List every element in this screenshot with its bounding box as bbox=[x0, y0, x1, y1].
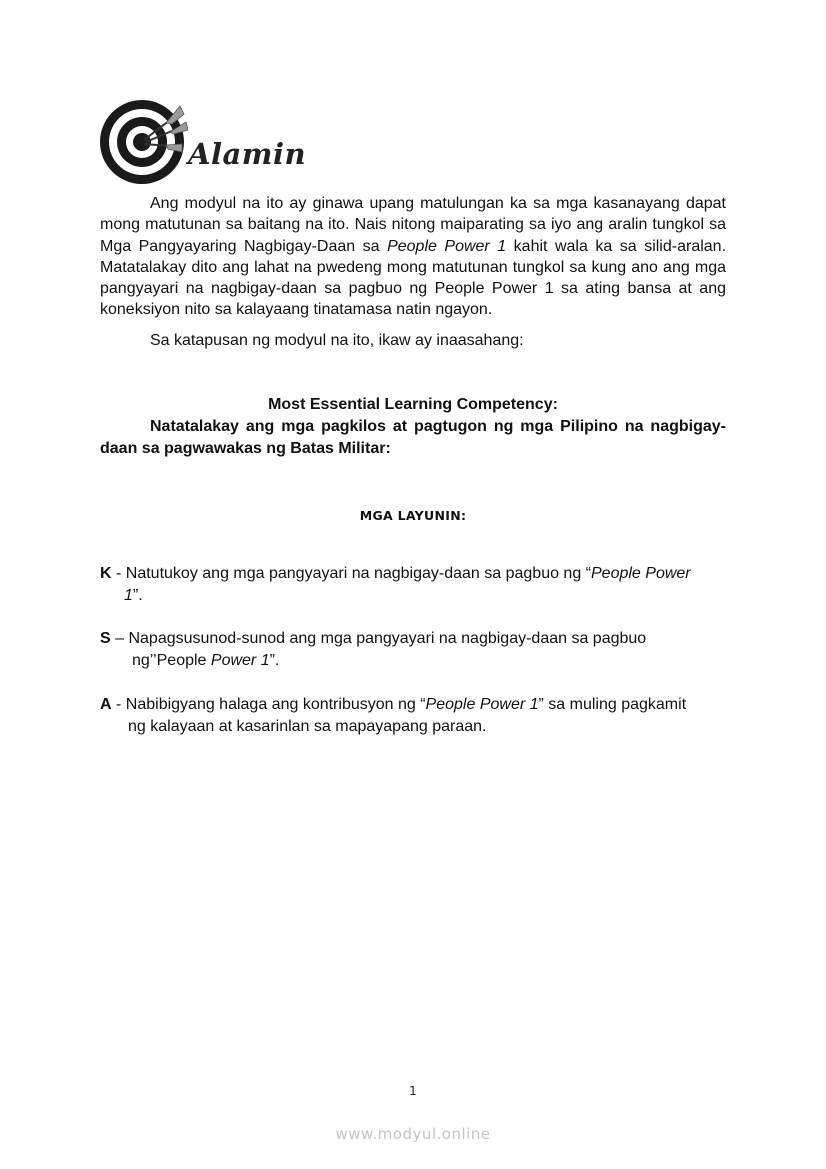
expectation-text: Sa katapusan ng modyul na ito, ikaw ay inaasahang: bbox=[150, 332, 524, 349]
intro-text-end: kahit wala ka sa silid-aralan. Matatalakay dito ang lahat na pwedeng mong matutunan tungkol sa kung ano ang mga pangyayari na nagbigay-daan sa pagbuo ng People Power 1 sa ating bansa at ang koneksiyon nito sa kalayaang tinatamasa natin ngayon. bbox=[100, 237, 727, 319]
objective-italic: Power 1 bbox=[210, 652, 270, 669]
objective-k bbox=[100, 563, 726, 607]
objective-italic-cont: 1 bbox=[124, 587, 133, 604]
objective-letter: S bbox=[100, 630, 111, 647]
melc-text: Natatalakay ang mga pagkilos at pagtugon ng mga Pilipino na nagbigay-daan sa pagwawakas ng Batas Militar: bbox=[100, 418, 726, 457]
objective-separator: – bbox=[110, 630, 129, 647]
objective-separator: - bbox=[111, 565, 126, 582]
expectation-paragraph bbox=[100, 330, 726, 351]
objective-italic: People Power 1 bbox=[425, 696, 539, 713]
objective-letter: A bbox=[100, 696, 112, 713]
watermark: www.modyul.online bbox=[335, 1125, 491, 1143]
objective-separator: - bbox=[111, 696, 126, 713]
objective-text: Napagsusunod-sunod ang mga pangyayari na nagbigay-daan sa pagbuo bbox=[128, 630, 647, 647]
objective-text: Nabibigyang halaga ang kontribusyon ng “ bbox=[125, 696, 426, 713]
target-with-darts-icon bbox=[100, 98, 188, 186]
melc-paragraph bbox=[100, 416, 726, 459]
section-title: Alamin bbox=[188, 137, 307, 171]
intro-text-start: Ang modyul na ito ay ginawa upang matulungan ka sa mga kasanayang dapat mong matutunan sa baitang na ito. Nais nitong maiparating sa iyo ang aralin tungkol sa Mga Pangyayaring Nagbigay-Daan sa bbox=[100, 195, 726, 255]
intro-paragraph bbox=[100, 193, 726, 321]
objective-s bbox=[100, 628, 726, 672]
melc-heading: Most Essential Learning Competency: bbox=[268, 396, 558, 413]
objective-text: Natutukoy ang mga pangyayari na nagbigay-daan sa pagbuo ng “ bbox=[125, 565, 591, 582]
objectives-heading: MGA LAYUNIN: bbox=[359, 508, 467, 523]
objective-italic: People Power bbox=[591, 565, 691, 582]
page-number: 1 bbox=[409, 1084, 417, 1098]
objective-letter: K bbox=[100, 565, 112, 582]
objective-end: ”. bbox=[132, 587, 143, 604]
objective-a bbox=[100, 694, 726, 738]
objective-text-cont: ng’’People bbox=[132, 652, 211, 669]
objective-text-end: ” sa muling pagkamit bbox=[538, 696, 687, 713]
objective-text-cont: ng kalayaan at kasarinlan sa mapayapang paraan. bbox=[128, 718, 487, 735]
intro-italic: People Power 1 bbox=[387, 237, 507, 255]
objective-end: ”. bbox=[269, 652, 280, 669]
